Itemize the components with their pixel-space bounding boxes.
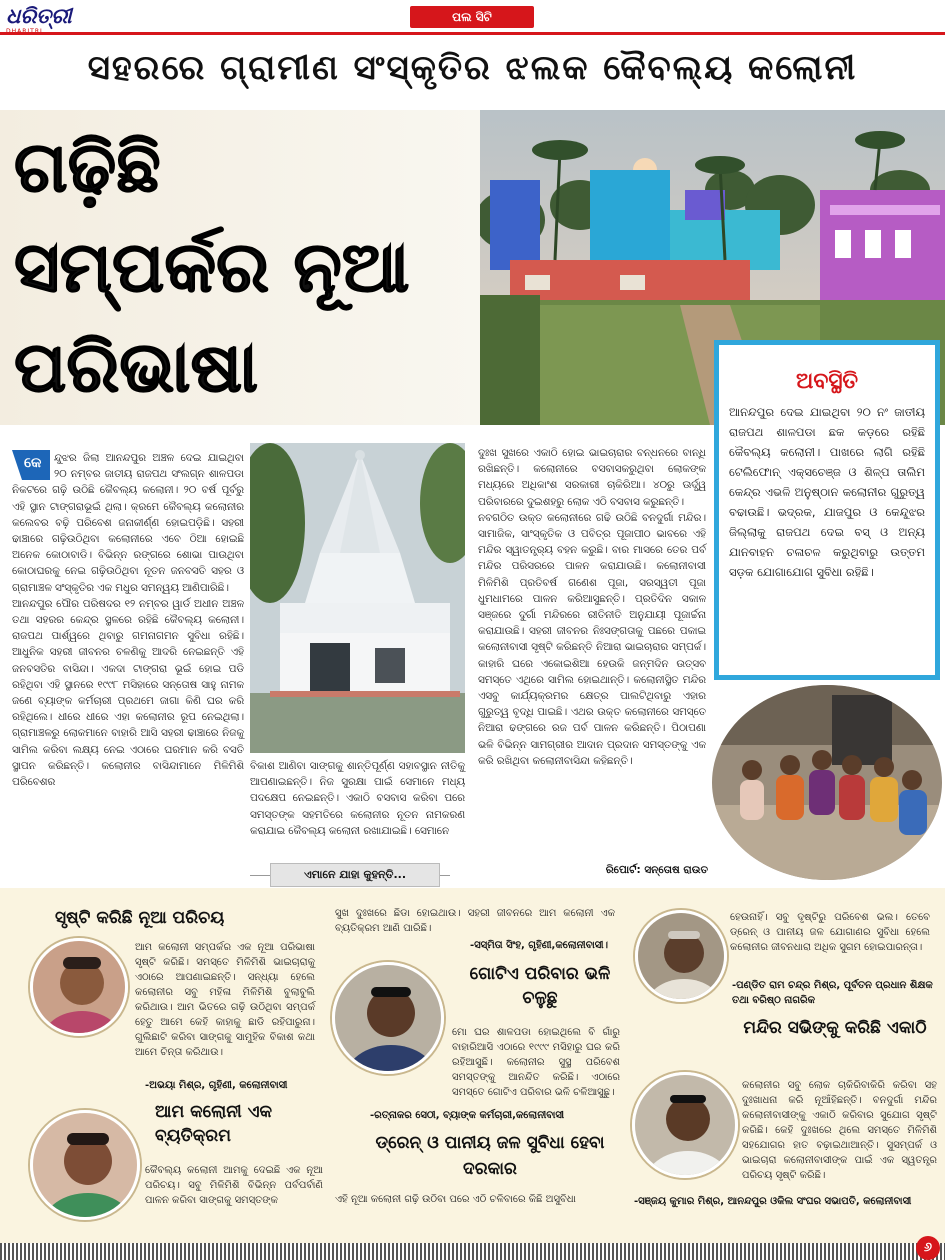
quote4-text: ଏହି ନୂଆ କଲୋନୀ ଗଢ଼ି ଉଠିବା ପରେ ଏଠି ଚଳିବାରେ କିଛି ଅସୁବିଧା: [335, 1194, 576, 1205]
quote3-intro: ସୁଖ ଦୁଃଖରେ ଛିଡା ହୋଇଥାଉ। ସହରୀ ଜୀବନରେ ଆମ କଲୋନୀ ଏକ ବ୍ୟତିକ୍ରମ ଆଣି ପାରିଛି।: [335, 908, 615, 934]
headline-panel: [0, 110, 480, 425]
quote6-text: କଲୋନୀର ସବୁ ଲୋକ ଚାକିରିବାକିରି କରିବା ସହ ଦୁଃଖାଧନା କରି ନୂଆଁହିଛନ୍ତି। ବନଦୁର୍ଗା ମନ୍ଦିର କଲୋନୀବାସୀଙ୍କୁ ଏକାଠି କରିବାର ସୁଯୋଗ ସୃଷ୍ଟି କରିଛି। କେହି ଦୁଃଖରେ ଥିଲେ ସମସ୍ତେ ମିଳିମିଶି ସହଯୋଗର ହାତ ବଢ଼ାଇଥାଆନ୍ତି। ସୁସମ୍ପର୍କ ଓ ଭାଇଚାରା କଲୋନୀବାସୀଙ୍କ ପାଇଁ ଏକ ସ୍ୱତନ୍ତ୍ର ପରିଚୟ ସୃଷ୍ଟି କରିଛି।: [742, 1080, 937, 1181]
top-rule: [0, 32, 945, 35]
newspaper-logo: [6, 4, 72, 34]
quote3-heading: ଗୋଟିଏ ପରିବାର ଭଳି ଚଳୁଛୁ: [469, 964, 611, 1008]
quote1-text: ଆମ କଲୋନୀ ସମ୍ପର୍କର ଏକ ନୂଆ ପରିଭାଷା ସୃଷ୍ଟି କରିଛି। ସମସ୍ତେ ମିଳିମିଶି ଭାଇଚାରାକୁ ଏଠାରେ ଆପଣାଇଛନ୍ତି। ସନ୍ଧ୍ୟା ହେଲେ କଲୋନୀର ସବୁ ମହିଳା ମିଳିମିଶି ବୁଲାବୁଲି କରିଥାଉ। ଆମ ଭିତରେ ଗଢ଼ି ଉଠିଥିବା ସମ୍ପର୍କ ହେତୁ ଆମେ କେହି କାହାକୁ ଛାଡି ରହିପାରୁନା। ଗୁଲିଛାଟି କରିବା ସାଙ୍ଗକୁ ସାମୁହିକ ବିକାଶ କଥା ଆମେ ଚିନ୍ତା କରିଥାଉ।: [135, 942, 315, 1058]
quotes-banner: ଏମାନେ ଯାହା କୁହନ୍ତି...: [270, 863, 440, 887]
section-tag: ପଲ ସିଟି: [410, 6, 534, 28]
quote5-portrait: [635, 910, 727, 1002]
headline-line1: ଗଢ଼ିଛି: [14, 126, 161, 208]
article-col3-text: ଦୁଃଖ ସୁଖରେ ଏକାଠି ହୋଇ ଭାଇଚାରାର ବନ୍ଧନରେ ବାନ୍ଧି ରଖିଛନ୍ତି। କଲୋନୀରେ ବସବାସକରୁଥିବା ଲୋକଙ୍କ ମଧ୍ୟରେ ଅଧିକାଂଶ ସରକାରୀ ଚାକିରିଆ। ୪୦ରୁ ଊର୍ଦ୍ଧ୍ୱ ପରିବାରରେ ଦୁଇଶହରୁ ଲୋକ ଏଠି ବସବାସ କରୁଛନ୍ତି। ନବଗଠିତ ଉକ୍ତ କଲୋନୀରେ ଗଢି ଉଠିଛି ବନଦୁର୍ଗା ମନ୍ଦିର। ସାମାଜିକ, ସାଂସ୍କୃତିକ ଓ ପବିତ୍ର ପୂଜାପୀଠ ଭାବରେ ଏହି ମନ୍ଦିର ସ୍ୱାତନ୍ତ୍ର୍ୟ ବହନ କରୁଛି। ବାର ମାସରେ ତେର ପର୍ବ ମନ୍ଦିର ପରିସରରେ ପାଳନ କରାଯାଉଛି। କଲୋନୀବାସୀ ମିଳିମିଶି ପ୍ରତିବର୍ଷ ଗଣେଶ ପୂଜା, ସରସ୍ୱତୀ ପୂଜା ଧୁମଧାମରେ ପାଳନ କରିଆସୁଛନ୍ତି। ପ୍ରତିଦିନ ସକାଳ ସଞ୍ଜରେ ଦୁର୍ଗା ମନ୍ଦିରରେ ରୀତିନୀତି ଅନୁଯାୟୀ ପୂଜାର୍ଚ୍ଚନା କରାଯାଉଛି। ସହରୀ ଜୀବନର ନିଃସଙ୍ଗତାକୁ ପଛରେ ପକାଇ କଲୋନୀବାସୀ ସୃଷ୍ଟି କରିଛନ୍ତି ନିଆରା ଭାଇଚାରାର ସମ୍ପର୍କ। କାହାରି ଘରେ ଏକୋଇଶିଆ ହେଉକି ଜନ୍ମଦିନ ଉତ୍ସବ ସମସ୍ତେ ଏଥିରେ ସାମିଲ ହୋଇଥାନ୍ତି। କଲୋନୀସ୍ଥିତ ମନ୍ଦିର ଏସବୁ କାର୍ଯ୍ୟକ୍ରମର କ୍ଷେତ୍ର ପାଲଟିଥିବାରୁ ଏହାର ଗୁରୁତ୍ୱ ବୃଦ୍ଧି ପାଇଛି। ଏଥର ଉକ୍ତ କଲୋନୀରେ ସମସ୍ତେ ନିଆରା ଢଙ୍ଗରେ ରଜ ପର୍ବ ପାଳନ କରିଛନ୍ତି। ପିଠାପଣା ଭଳି ବିଭିନ୍ନ ସାମଗ୍ରୀର ଆଦାନ ପ୍ରଦାନ ସମସ୍ତଙ୍କୁ ଏକ କରି ରଖିଥିବା କଲୋନୀବାସିନ୍ଦା କହିଛନ୍ତି।: [478, 447, 706, 767]
headline-line2: ସମ୍ପର୍କର ନୂଆ: [14, 226, 410, 308]
dropcap-letter: କେ: [24, 455, 42, 471]
quote1-cite: -ଅଭୟା ମିଶ୍ର, ଗୃହିଣୀ, କଲୋନୀବାସୀ: [145, 1080, 288, 1091]
article-col2-text: ବିକାଶ ଆଣିବା ସାଙ୍ଗକୁ ଶାନ୍ତିପୂର୍ଣ୍ଣ ସହାବସ୍ଥାନ ନୀତିକୁ ଆପଣାଇଛନ୍ତି। ନିଜ ସୁରକ୍ଷା ପାଇଁ ସେମାନେ ମଧ୍ୟ ପଦକ୍ଷେପ ନେଇଛନ୍ତି। ଏକାଠି ବସବାସ କରିବା ପରେ ସମସ୍ତଙ୍କ ସହମତିରେ କଲୋନୀର ନୂତନ ନାମକରଣ କରାଯାଇ କୈବଲ୍ୟ କଲୋନୀ ରଖାଯାଇଛି। ସେମାନେ: [250, 760, 465, 837]
quote5-cite: -ପଣ୍ଡିତ ରାମ ଚନ୍ଦ୍ର ମିଶ୍ର, ପୂର୍ବତନ ପ୍ରଧାନ ଶିକ୍ଷକ ତଥା ବରିଷ୍ଠ ନାଗରିକ: [732, 980, 933, 1006]
headline-line3: ପରିଭାଷା: [14, 326, 259, 408]
article-column-1: [12, 450, 244, 790]
quote6-cite: -ସଞ୍ଜୟ କୁମାର ମିଶ୍ର, ଆନନ୍ଦପୁର ଓକିଲ ସଂଘର ସଭାପତି, କଲୋନୀବାସୀ: [634, 1196, 912, 1207]
reporter-byline: ରିପୋର୍ଟ: ସନ୍ତୋଷ ରାଉତ: [605, 864, 708, 876]
page-number: ୬: [916, 1236, 940, 1260]
temple-photo: [250, 443, 465, 753]
quote1-heading: ସୃଷ୍ଟି କରିଛି ନୂଆ ପରିଚୟ: [55, 908, 225, 928]
quote4-heading: ଡ୍ରେନ୍ ଓ ପାନୀୟ ଜଳ ସୁବିଧା ହେବା ଦରକାର: [375, 1133, 605, 1179]
quote2-portrait: [30, 1110, 140, 1220]
quote2-heading: ଆମ କଲୋନୀ ଏକ ବ୍ୟତିକ୍ରମ: [155, 1102, 273, 1146]
quote6-portrait: [632, 1072, 738, 1178]
article-col1-text: ନ୍ଦୁଝର ଜିଲା ଆନନ୍ଦପୁର ଅଞ୍ଚଳ ଦେଇ ଯାଇଥିବା ୨୦ ନମ୍ବର ଜାତୀୟ ରାଜପଥ ସଂଲଗ୍ନ ଶାଳପଡା ନିକଟରେ ଗଢ଼ି ଉଠିଛି କୈବଲ୍ୟ କଲୋନୀ। ୨୦ ବର୍ଷ ପୂର୍ବରୁ ଏହି ସ୍ଥାନ ଟାଙ୍ଗରାଭୂଇଁ ଥିଲା। କ୍ରମେ କୈବଲ୍ୟ କଲୋନୀର କଲେବର ବଢ଼ି ପରିବେଶ ଜନାକୀର୍ଣ୍ଣ ହୋଇପଡ଼ିଛି। ସହରୀ ଢାଞ୍ଚାରେ ଗଢ଼ିଉଠିଥିବା କଲୋନୀରେ ଏବେ ଠିଆ ହୋଇଛି ଅନେକ କୋଠାବାଡି। ବିଭିନ୍ନ ରଙ୍ଗରେ ଶୋଭା ପାଉଥିବା କୋଠାଘରକୁ ନେଇ ଗଢ଼ିଉଠିଥିବା ନୂତନ ଜନବସତି ସହର ଓ ଗ୍ରାମାଞ୍ଚଳ ସଂସ୍କୃତିର ଏକ ମଧୁର ସମନ୍ୱୟ ଆଣିପାରିଛି। ଆନନ୍ଦପୁର ପୌର ପରିଷଦର ୧୨ ନମ୍ବର ୱାର୍ଡ ଅଧୀନ ଅଞ୍ଚଳ ତଥା ସହରର କେନ୍ଦ୍ର ସ୍ଥଳରେ ରହିଛି କୈବଲ୍ୟ କଲୋନୀ। ରାଜପଥ ପାର୍ଶ୍ୱରେ ଥିବାରୁ ଗମନାଗମନ ସୁବିଧା ରହିଛି। ଆଧୁନିକ ସହରୀ ଜୀବନର ଚଳଣିକୁ ଆଦରି ନେଇଛନ୍ତି ଏହି ଜନବସତିର ବାସିନ୍ଦା। ଏକଦା ଟାଙ୍ଗରା ଭୂଇଁ ହୋଇ ପଡି ରହିଥିବା ଏହି ସ୍ଥାନରେ ୧୯୯୮ ମସିହାରେ ସନ୍ତୋଷ ସାହୁ ନାମକ ଜଣେ ବ୍ୟାଙ୍କ କର୍ମଚାରୀ ପ୍ରଥମେ ଜାଗା କିଣି ଘର କରି ରହିଥିଲେ। ଧୀରେ ଧୀରେ ଏହା କଲୋନୀର ରୂପ ନେଇଥିଲା। ଗ୍ରାମାଞ୍ଚଳରୁ ଲୋକମାନେ ବାହାରି ଆସି ସହରୀ ଢାଞ୍ଚାରେ ନିଜକୁ ସାମିଲ କରିବା ଲକ୍ଷ୍ୟ ନେଇ ଏଠାରେ ଘରମାନ କରି ବସତି ସ୍ଥାପନ କରିଛନ୍ତି। କଲୋନୀର ବାସିନ୍ଦାମାନେ ମିଳିମିଶି ପରିବେଶର: [12, 452, 244, 789]
quote3-intro-cite: -ସସ୍ମିତା ସିଂହ, ଗୃହିଣୀ,କଲୋନୀବାସୀ।: [470, 940, 609, 951]
infobox-text: ଆନନ୍ଦପୁର ଦେଇ ଯାଇଥିବା ୨୦ ନଂ ଜାତୀୟ ରାଜପଥ ଶାଳପଡା ଛକ କଡ଼ରେ ରହିଛି କୈବଲ୍ୟ କଲୋନୀ। ପାଖରେ ଲାଗି ରହିଛି ଟେଲିଫୋନ୍ ଏକ୍ସଚେଞ୍ଜ ଓ ଶିଳ୍ପ ତାଲିମ କେନ୍ଦ୍ର ଏଭଳି ଅନୁଷ୍ଠାନ କଲୋନୀର ଗୁରୁତ୍ୱ ବଢାଉଛି। ଭଦ୍ରକ, ଯାଜପୁର ଓ କେନ୍ଦୁଝର ଜିଲ୍ଲାକୁ ରାଜପଥ ଦେଇ ବସ୍ ଓ ଅନ୍ୟ ଯାନବାହନ ଚଳାଚଳ କରୁଥିବାରୁ ଉତ୍ତମ ସଡ଼କ ଯୋଗାଯୋଗ ସୁବିଧା ରହିଛି।: [729, 405, 925, 579]
location-infobox: [714, 340, 940, 680]
footer-strip: [0, 1243, 945, 1260]
quote5-text: ହେଉନାହିଁ। ସବୁ ଦୃଷ୍ଟିରୁ ପରିବେଶ ଭଲ। ତେବେ ଡ୍ରେନ୍ ଓ ପାନୀୟ ଜଳ ଯୋଗାଣର ସୁବିଧା ହେଲେ କଲୋନୀର ଜୀବନଧାରା ଅଧିକ ସୁଗମ ହୋଇପାରନ୍ତା।: [730, 912, 930, 953]
quote3-cite: -ରତ୍ନାକର ସେଠୀ, ବ୍ୟାଙ୍କ କର୍ମଚାରୀ,କଲୋନୀବାସୀ: [370, 1110, 565, 1121]
quote5-heading: ମନ୍ଦିର ସଭିଙ୍କୁ କରିଛି ଏକାଠି: [743, 1018, 927, 1038]
dropcap: [12, 450, 50, 480]
quote3-text: ମୋ ଘର ଶାଳପଡା ହୋଇଥିଲେ ବି ଗାଁରୁ ବାହାରିଆସି ଏଠାରେ ୧୯୯୯ ମସିହାରୁ ଘର କରି ରହିଆସୁଛି। କଲୋନୀର ସୁସ୍ଥ ପରିବେଶ ସମସ୍ତଙ୍କୁ ଆନନ୍ଦିତ କରିଛି। ଏଠାରେ ସମସ୍ତେ ଗୋଟିଏ ପରିବାର ଭଳି ଚଳିଆସୁଛୁ।: [452, 1027, 620, 1098]
kicker-headline: ସହରରେ ଗ୍ରାମୀଣ ସଂସ୍କୃତିର ଝଲକ କୈବଲ୍ୟ କଲୋନୀ: [87, 48, 858, 88]
infobox-title: ଅବସ୍ଥିତି: [795, 369, 859, 394]
logo-text: ଧରିତ୍ରୀ: [6, 4, 72, 28]
quote1-portrait: [30, 938, 128, 1036]
quote3-portrait: [332, 962, 444, 1074]
women-group-photo: [712, 685, 942, 880]
quote2-text: କୈବଲ୍ୟ କଲୋନୀ ଆମକୁ ଦେଇଛି ଏକ ନୂଆ ପରିଚୟ। ସବୁ ମିଳିମିଶି ବିଭିନ୍ନ ପର୍ବପର୍ବାଣି ପାଳନ କରିବା ସାଙ୍ଗକୁ ସମସ୍ତଙ୍କ: [145, 1165, 323, 1206]
